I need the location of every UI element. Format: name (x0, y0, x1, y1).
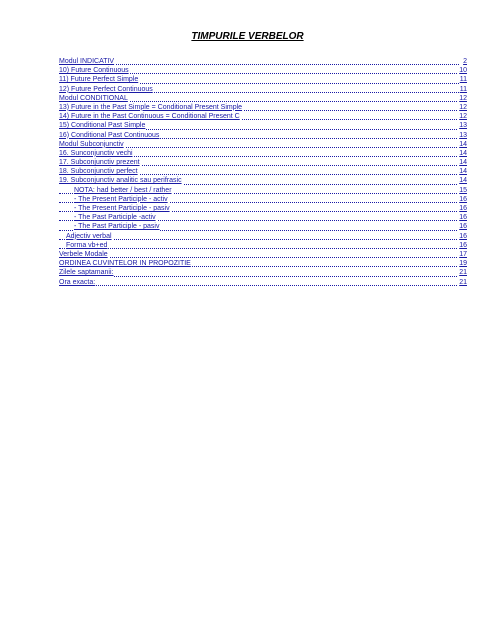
toc-entry-page-number[interactable]: 16 (459, 205, 467, 212)
toc-entry-page-number[interactable]: 19 (459, 260, 467, 268)
page-title: TIMPURILE VERBELOR (191, 31, 304, 42)
toc-entry[interactable] (59, 149, 467, 158)
toc-entry-page-number[interactable]: 12 (459, 113, 467, 121)
toc-entry-page-number[interactable]: 11 (459, 76, 467, 84)
toc-entry-label[interactable]: 16. Sunconjunctiv vechi (59, 149, 133, 157)
toc-entry-label[interactable]: 17. Subconjunctiv prezent (59, 159, 140, 167)
toc-entry-page-number[interactable]: 21 (459, 269, 467, 277)
toc-entry-label[interactable]: Ora exacta: (59, 278, 96, 286)
toc-entry[interactable] (59, 121, 467, 130)
toc-entry[interactable] (59, 66, 467, 75)
toc-entry-label[interactable]: Adjectiv verbal (66, 232, 112, 240)
toc-entry[interactable] (59, 131, 467, 140)
toc-entry-page-number[interactable]: 14 (459, 149, 467, 157)
toc-entry[interactable] (59, 158, 467, 167)
toc-entry[interactable] (59, 140, 467, 149)
toc-entry[interactable] (59, 112, 467, 121)
toc-entry[interactable] (59, 241, 467, 250)
toc-entry-page-number[interactable]: 2 (463, 58, 467, 65)
toc-entry-label[interactable]: - The Present Participle - pasiv (74, 205, 170, 212)
toc-entry-page-number[interactable]: 14 (459, 159, 467, 167)
toc-entry[interactable] (59, 103, 467, 112)
toc-entry-label[interactable]: Zilele saptamanii: (59, 269, 114, 277)
toc-entry-label[interactable]: Modul CONDITIONAL (59, 94, 128, 102)
toc-entry-label[interactable]: Verbele Modale (59, 250, 108, 258)
dot-leader (59, 239, 459, 240)
dot-leader (59, 285, 459, 286)
table-of-contents (59, 57, 467, 287)
toc-entry-label[interactable]: 19. Subconjunctiv analitic sau perifrasic (59, 177, 182, 185)
toc-entry-label[interactable]: - The Present Participle - activ (74, 195, 168, 203)
toc-entry-page-number[interactable]: 10 (459, 67, 467, 75)
toc-entry[interactable] (59, 167, 467, 176)
toc-entry-label[interactable]: 11) Future Perfect Simple (59, 76, 139, 84)
toc-entry-label[interactable]: - The Past Participle - pasiv (74, 223, 160, 231)
toc-entry-label[interactable]: ORDINEA CUVINTELOR IN PROPOZITIE (59, 260, 191, 268)
toc-entry-label[interactable]: Modul INDICATIV (59, 58, 115, 65)
toc-entry-page-number[interactable]: 16 (459, 241, 467, 249)
toc-entry-page-number[interactable]: 17 (459, 250, 467, 258)
dot-leader (59, 276, 459, 277)
toc-entry-page-number[interactable]: 16 (459, 223, 467, 231)
toc-entry[interactable] (59, 232, 467, 241)
dot-leader (59, 248, 459, 249)
toc-entry[interactable] (59, 213, 467, 222)
toc-entry[interactable] (59, 204, 467, 213)
toc-entry-page-number[interactable]: 14 (459, 140, 467, 148)
toc-entry-page-number[interactable]: 12 (459, 103, 467, 111)
toc-entry-page-number[interactable]: 15 (459, 186, 467, 194)
toc-entry-page-number[interactable]: 13 (459, 131, 467, 139)
dot-leader (59, 257, 459, 258)
toc-entry-page-number[interactable]: 21 (459, 278, 467, 286)
toc-entry-label[interactable]: 14) Future in the Past Continuous = Conditional Present C (59, 113, 240, 121)
toc-entry[interactable] (59, 222, 467, 231)
toc-entry-page-number[interactable]: 14 (459, 177, 467, 185)
toc-entry-page-number[interactable]: 16 (459, 214, 467, 222)
toc-entry-label[interactable]: Modul Subconjunctiv (59, 140, 124, 148)
toc-entry[interactable] (59, 85, 467, 94)
toc-entry-label[interactable]: 18. Subconjunctiv perfect (59, 168, 138, 176)
toc-entry[interactable] (59, 268, 467, 277)
toc-entry[interactable] (59, 259, 467, 268)
dot-leader (59, 64, 459, 65)
toc-entry[interactable] (59, 75, 467, 84)
toc-entry-page-number[interactable]: 12 (459, 94, 467, 102)
toc-entry-label[interactable]: 13) Future in the Past Simple = Conditional Present Simple (59, 103, 243, 111)
toc-entry-page-number[interactable]: 13 (459, 122, 467, 130)
toc-entry[interactable] (59, 278, 467, 287)
toc-entry[interactable] (59, 57, 467, 66)
toc-entry-label[interactable]: NOTA: had better / best / rather (74, 186, 172, 194)
toc-entry[interactable] (59, 176, 467, 185)
toc-entry[interactable] (59, 94, 467, 103)
toc-entry-page-number[interactable]: 11 (459, 85, 467, 93)
toc-entry-label[interactable]: Forma vb+ed (66, 241, 108, 249)
toc-entry-page-number[interactable]: 16 (459, 195, 467, 203)
toc-entry-label[interactable]: 10) Future Continuous (59, 67, 129, 75)
toc-entry-page-number[interactable]: 14 (459, 168, 467, 176)
toc-entry-page-number[interactable]: 16 (459, 232, 467, 240)
toc-entry[interactable] (59, 250, 467, 259)
toc-entry-label[interactable]: 15) Conditional Past Simple (59, 122, 146, 130)
toc-entry-label[interactable]: - The Past Participle -activ (74, 214, 156, 222)
toc-entry-label[interactable]: 16) Conditional Past Continuous (59, 131, 160, 139)
toc-entry-label[interactable]: 12) Future Perfect Continuous (59, 85, 153, 93)
toc-entry[interactable] (59, 186, 467, 195)
toc-entry[interactable] (59, 195, 467, 204)
